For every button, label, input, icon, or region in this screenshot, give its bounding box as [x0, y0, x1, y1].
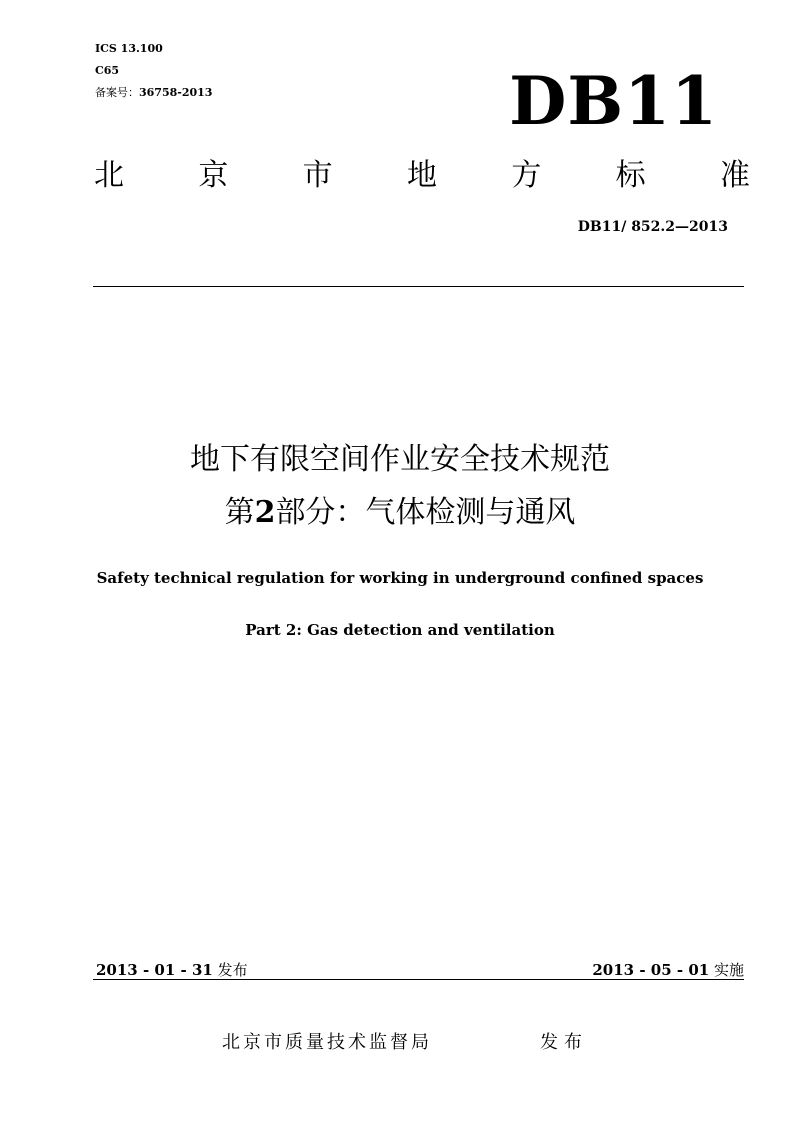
- title-cn-suffix: 部分：气体检测与通风: [275, 495, 576, 530]
- standard-type-char: 准: [719, 158, 750, 193]
- issue-label: 发布: [217, 961, 248, 979]
- standard-type-char: 市: [302, 158, 333, 193]
- ics-code: ICS 13.100: [95, 42, 163, 55]
- standard-type-char: 地: [406, 158, 437, 193]
- standard-type-heading: [94, 158, 750, 194]
- implement-label: 实施: [713, 961, 744, 979]
- implement-date: 2013 - 05 - 01: [592, 961, 710, 979]
- issue-date-line: [96, 960, 248, 980]
- ccs-code: C65: [95, 64, 120, 77]
- title-en-line2: Part 2: Gas detection and ventilation: [245, 621, 555, 639]
- title-cn-line2: [0, 493, 800, 533]
- implement-date-line: [592, 960, 744, 980]
- standard-type-char: 方: [511, 158, 542, 193]
- publisher-name: 北京市质量技术监督局: [222, 1032, 432, 1053]
- standard-type-char: 京: [198, 158, 229, 193]
- issue-date: 2013 - 01 - 31: [96, 961, 213, 979]
- standard-type-char: 标: [615, 158, 646, 193]
- record-label: 备案号：: [95, 86, 139, 99]
- title-en-line1: Safety technical regulation for working in underground confined spaces: [96, 569, 704, 587]
- bottom-divider: [93, 979, 744, 980]
- db11-logo: DB11: [509, 62, 718, 140]
- standard-type-char: 北: [94, 158, 124, 193]
- standard-number: DB11/ 852.2—2013: [577, 219, 728, 235]
- record-value: 36758-2013: [139, 86, 213, 99]
- top-divider: [93, 286, 744, 287]
- title-cn-part-number: 2: [254, 495, 276, 530]
- title-cn-prefix: 第: [224, 495, 255, 530]
- title-cn-line1: 地下有限空间作业安全技术规范: [190, 442, 610, 477]
- record-number: [95, 86, 212, 100]
- publish-label: 发布: [540, 1032, 588, 1053]
